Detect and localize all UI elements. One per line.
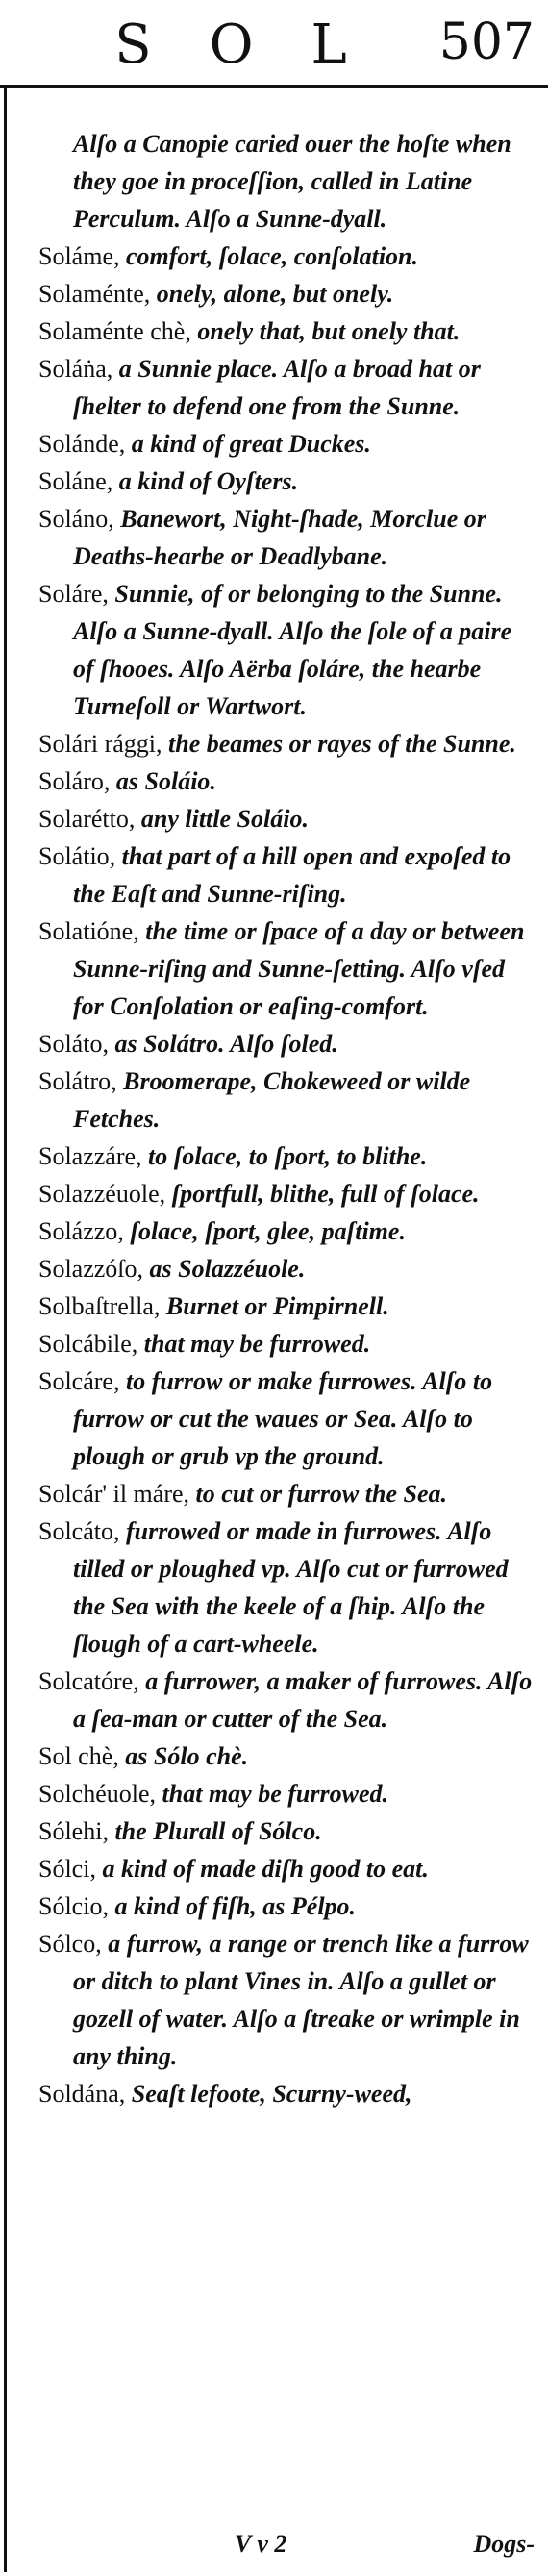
entry-definition: furrowed or made in furrowes. Alſo tilled or ploughed vp. Alſo cut or furrowed the Sea with the keele of a ſhip. Alſo the ſlough of a cart-wheele.	[73, 1517, 509, 1658]
dictionary-entry	[0, 1513, 548, 1663]
entry-headword: Solatióne,	[38, 917, 139, 945]
entry-headword: Solcatóre,	[38, 1667, 139, 1695]
entry-headword: Solazzéuole,	[38, 1180, 166, 1208]
dictionary-entry	[0, 913, 548, 1025]
entry-definition: that may be furrowed.	[143, 1330, 371, 1358]
entry-definition: that may be furrowed.	[162, 1780, 388, 1808]
dictionary-entry	[0, 313, 548, 350]
running-head: SOL	[114, 13, 405, 76]
entry-headword: Soláne,	[38, 467, 113, 495]
entry-definition: ſolace, ſport, glee, paſtime.	[130, 1217, 406, 1245]
entry-headword: Solbaſtrella,	[38, 1292, 161, 1320]
entry-definition: any little Soláio.	[140, 805, 309, 833]
dictionary-entry	[0, 725, 548, 763]
dictionary-entry	[0, 763, 548, 800]
entry-headword: Sólehi,	[38, 1817, 109, 1845]
entry-headword: Soláno,	[38, 505, 114, 533]
dictionary-entry	[0, 1025, 548, 1063]
dictionary-entry	[0, 238, 548, 275]
dictionary-entry	[0, 275, 548, 313]
entry-headword: Soláto,	[38, 1030, 109, 1058]
entry-headword: Sólco,	[38, 1930, 102, 1958]
dictionary-entry	[0, 350, 548, 425]
entry-definition: as Soláio.	[115, 767, 216, 795]
page-number: 507	[438, 13, 535, 71]
dictionary-entry	[0, 125, 548, 238]
entry-headword: Solcár' il máre,	[38, 1480, 190, 1508]
entry-definition: to ſolace, to ſport, to blithe.	[148, 1142, 428, 1170]
dictionary-entry	[0, 1250, 548, 1288]
entry-headword: Solári rággi,	[38, 730, 162, 758]
entry-definition: onely that, but onely that.	[197, 317, 461, 345]
entry-definition: the beames or rayes of the Sunne.	[168, 730, 516, 758]
entry-headword: Solátro,	[38, 1067, 117, 1095]
entry-definition: onely, alone, but onely.	[156, 280, 394, 308]
catchword: Dogs-	[473, 2530, 535, 2558]
entry-headword: Solarétto,	[38, 805, 136, 833]
entry-headword: Solátio,	[38, 842, 116, 870]
dictionary-entry	[0, 425, 548, 463]
entry-definition: a kind of great Duckes.	[131, 430, 371, 458]
page-footer	[0, 2530, 548, 2576]
dictionary-column	[0, 125, 548, 2113]
entry-definition: to cut or furrow the Sea.	[195, 1480, 448, 1508]
dictionary-entry	[0, 1475, 548, 1513]
dictionary-entry	[0, 838, 548, 913]
entry-definition: the Plurall of Sólco.	[114, 1817, 322, 1845]
entry-definition: a kind of Oyſters.	[118, 467, 299, 495]
entry-definition: a furrower, a maker of furrowes. Alſo a ſea-man or cutter of the Sea.	[73, 1667, 533, 1733]
entry-definition: as Sólo chè.	[125, 1742, 249, 1770]
entry-headword: Solazzáre,	[38, 1142, 142, 1170]
entry-headword: Sólcio,	[38, 1892, 109, 1920]
entry-definition: to furrow or make furrowes. Alſo to furrow or cut the waues or Sea. Alſo to plough or grub vp the ground.	[73, 1367, 493, 1470]
entry-headword: Solaménte chè,	[38, 317, 191, 345]
entry-definition: as Solazzéuole.	[149, 1255, 306, 1283]
entry-headword: Solcáre,	[38, 1367, 120, 1395]
entry-definition: a furrow, a range or trench like a furrow or ditch to plant Vines in. Alſo a gullet or gozell of water. Alſo a ſtreake or wrimple in any thing.	[73, 1930, 529, 2070]
dictionary-entry	[0, 1850, 548, 1888]
signature-mark: V v 2	[235, 2530, 287, 2558]
dictionary-entry	[0, 1213, 548, 1250]
entry-definition: a Sunnie place. Alſo a broad hat or ſhelter to defend one from the Sunne.	[73, 355, 481, 420]
dictionary-entry	[0, 1888, 548, 1925]
entry-headword: Solánde,	[38, 430, 126, 458]
entry-headword: Solaménte,	[38, 280, 151, 308]
entry-headword: Soláme,	[38, 242, 120, 270]
dictionary-entry	[0, 1288, 548, 1325]
dictionary-entry	[0, 1775, 548, 1813]
dictionary-entry	[0, 500, 548, 575]
entry-headword: Solcáto,	[38, 1517, 120, 1545]
entry-headword: Solchéuole,	[38, 1780, 157, 1808]
dictionary-entry	[0, 1138, 548, 1175]
dictionary-entry	[0, 1925, 548, 2075]
entry-definition: Broomerape, Chokeweed or wilde Fetches.	[73, 1067, 471, 1133]
dictionary-entry	[0, 1813, 548, 1850]
entry-headword: Sólci,	[38, 1855, 96, 1883]
dictionary-entry	[0, 2075, 548, 2113]
entry-definition: a kind of made diſh good to eat.	[102, 1855, 429, 1883]
page-header	[0, 0, 548, 87]
entry-definition: as Solátro. Alſo ſoled.	[114, 1030, 338, 1058]
dictionary-entry	[0, 1738, 548, 1775]
entry-definition: the time or ſpace of a day or between Sunne-riſing and Sunne-ſetting. Alſo vſed for Conſolation or eaſing-comfort.	[73, 917, 525, 1020]
entry-definition: ſportfull, blithe, full of ſolace.	[171, 1180, 480, 1208]
entry-headword: Soláṅa,	[38, 355, 113, 383]
entry-headword: Soldána,	[38, 2080, 126, 2108]
entry-headword: Solazzóſo,	[38, 1255, 144, 1283]
entry-definition: Alſo a Canopie caried ouer the hoſte when they goe in proceſſion, called in Latine Perculum. Alſo a Sunne-dyall.	[73, 130, 511, 233]
entry-definition: Sunnie, of or belonging to the Sunne. Alſo a Sunne-dyall. Alſo the ſole of a paire of ſhooes. Alſo Aërba ſoláre, the hearbe Turneſoll or Wartwort.	[73, 580, 512, 720]
entry-headword: Solcábile,	[38, 1330, 138, 1358]
entry-definition: that part of a hill open and expoſed to the Eaſt and Sunne-riſing.	[73, 842, 511, 908]
entry-headword: Soláro,	[38, 767, 111, 795]
dictionary-entry	[0, 1175, 548, 1213]
entry-definition: a kind of fiſh, as Pélpo.	[114, 1892, 357, 1920]
entry-definition: Seaſt lefoote, Scurny-weed,	[131, 2080, 412, 2108]
dictionary-entry	[0, 800, 548, 838]
entry-definition: Burnet or Pimpirnell.	[165, 1292, 389, 1320]
header-rule	[0, 85, 548, 88]
dictionary-entry	[0, 1663, 548, 1738]
entry-definition: Banewort, Night-ſhade, Morclue or Deaths-hearbe or Deadlybane.	[73, 505, 486, 570]
dictionary-entry	[0, 1325, 548, 1363]
entry-definition: comfort, ſolace, conſolation.	[126, 242, 419, 270]
entry-headword: Soláre,	[38, 580, 109, 608]
dictionary-entry	[0, 1363, 548, 1475]
dictionary-entry	[0, 575, 548, 725]
entry-headword: Solázzo,	[38, 1217, 124, 1245]
entry-headword: Sol chè,	[38, 1742, 119, 1770]
dictionary-entry	[0, 463, 548, 500]
dictionary-entry	[0, 1063, 548, 1138]
